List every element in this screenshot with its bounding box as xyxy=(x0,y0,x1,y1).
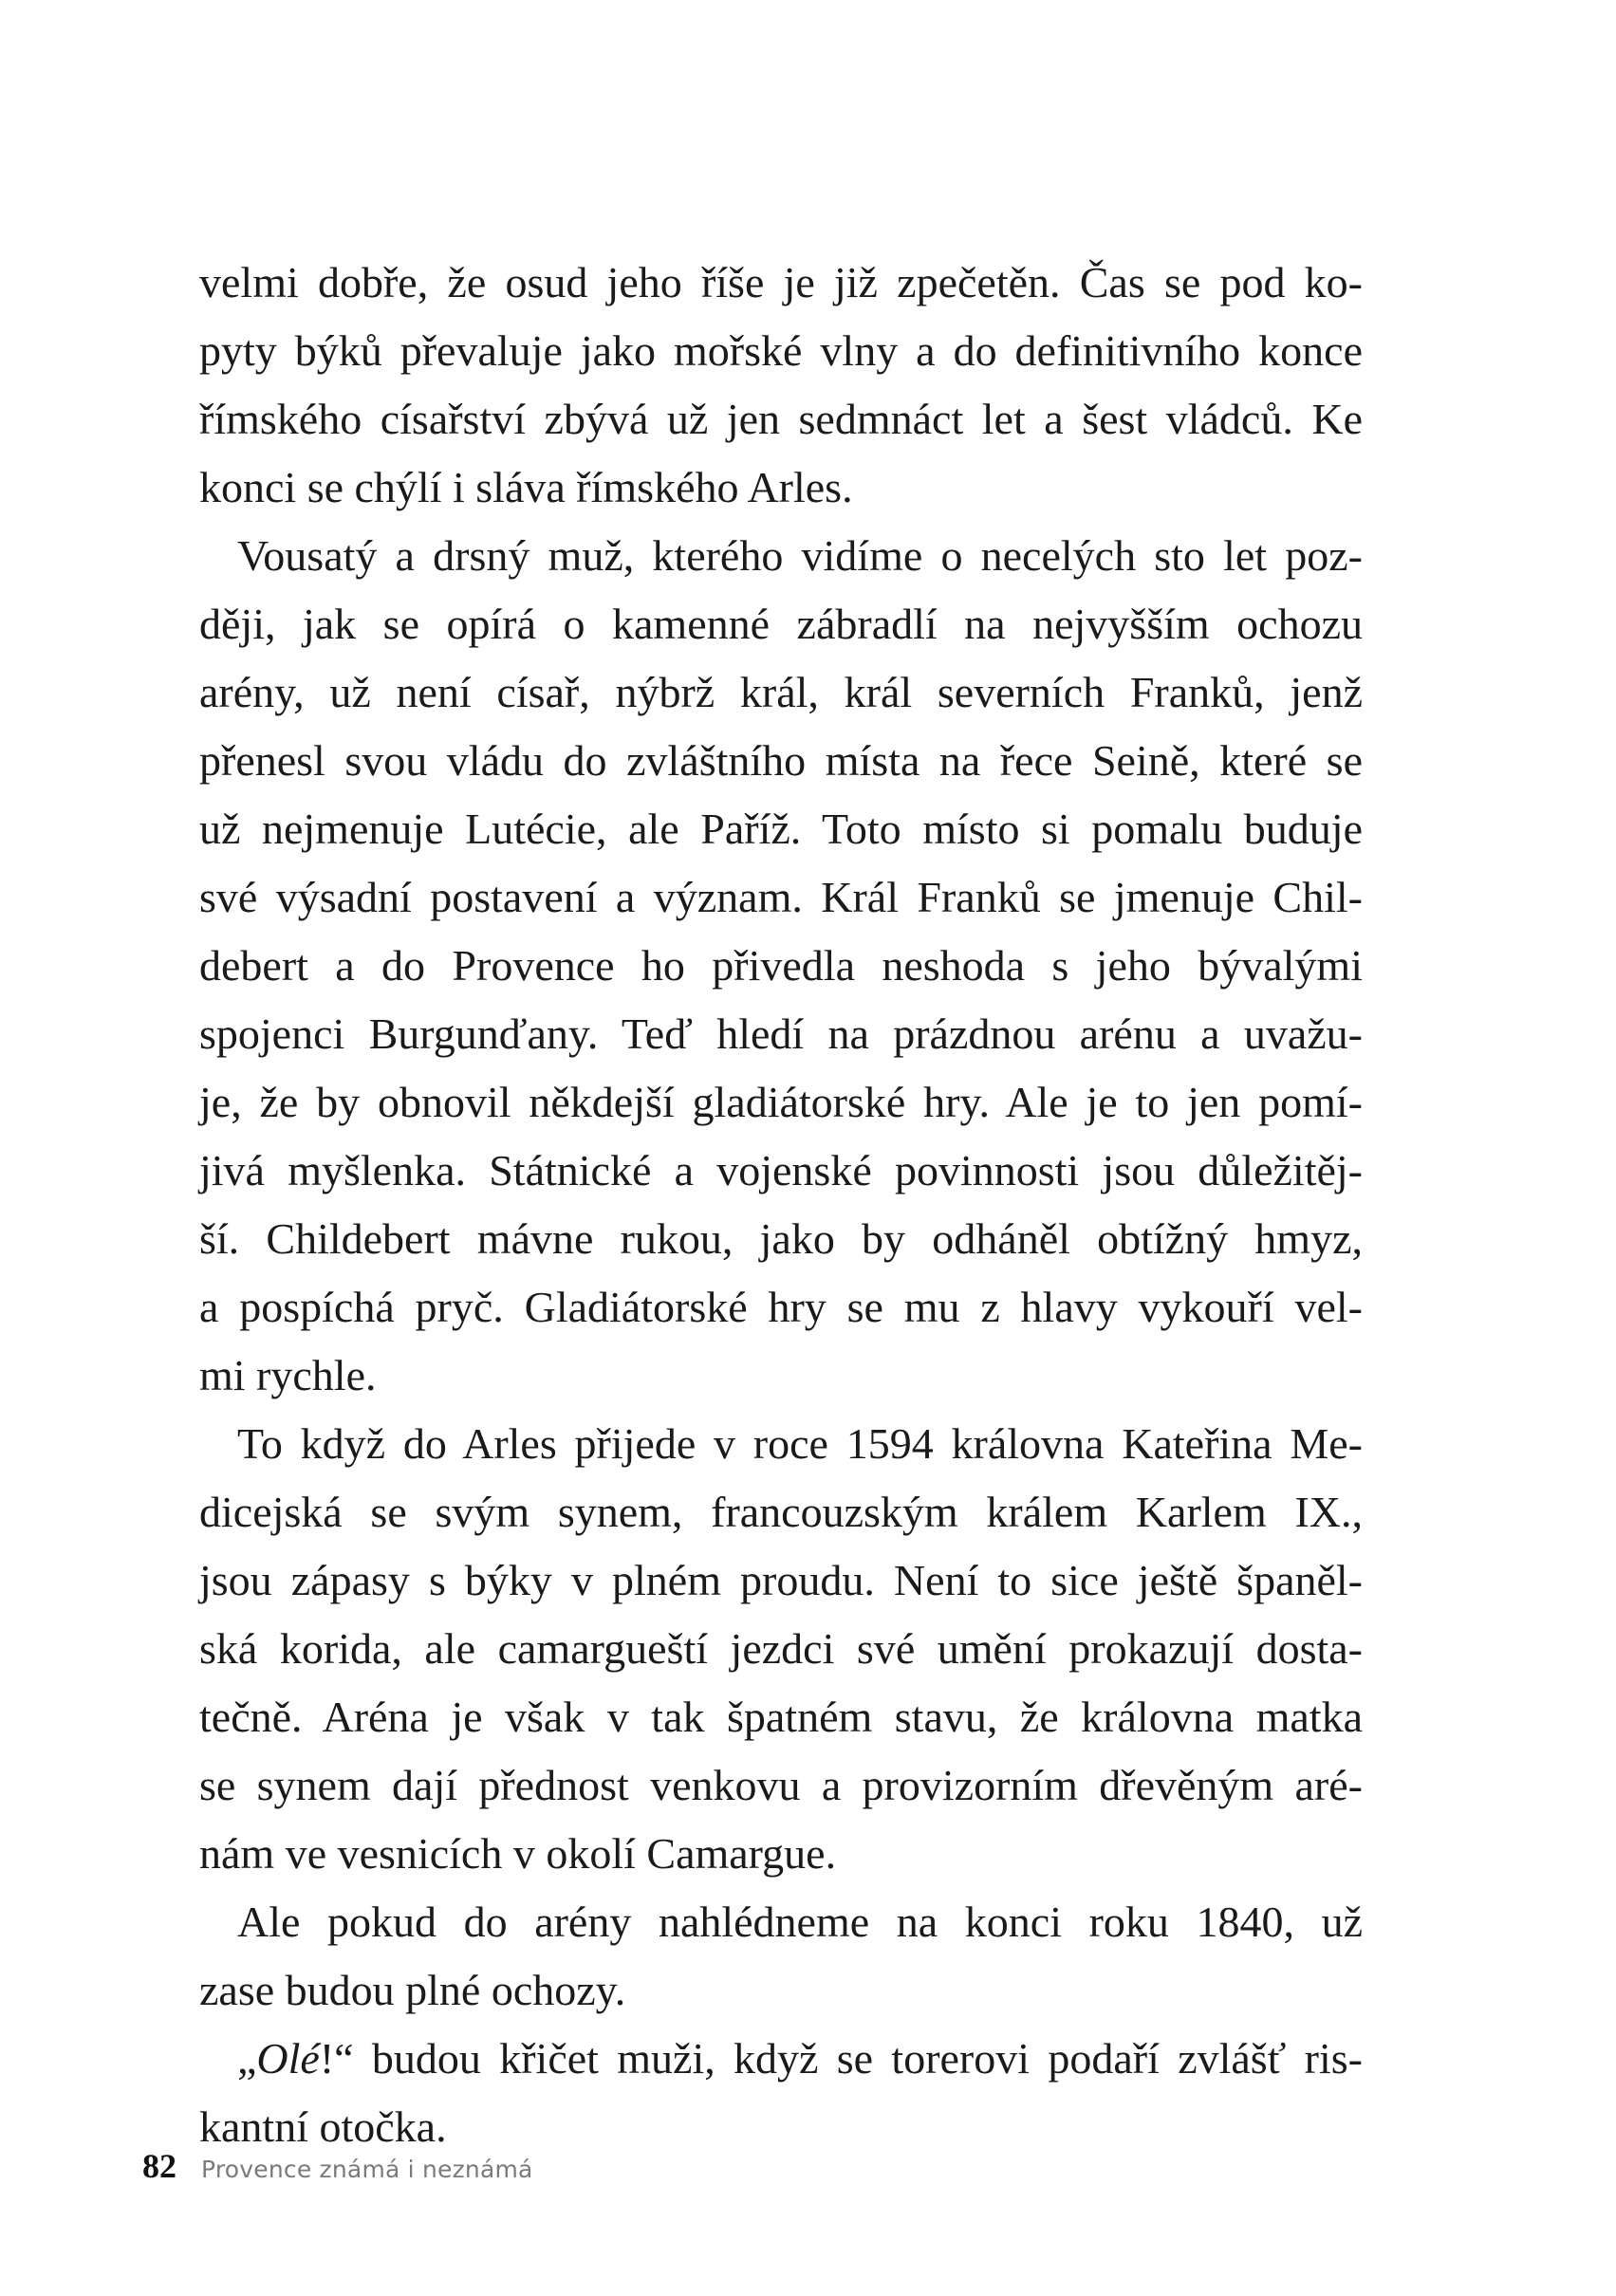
body-text xyxy=(199,249,1363,2161)
text-line: jsou zápasy s býky v plném proudu. Není to sice ještě španěl- xyxy=(199,1556,1363,1604)
page-number: 82 xyxy=(142,2147,176,2185)
paragraph-5 xyxy=(199,2025,1363,2161)
text-line: konci se chýlí i sláva římského Arles. xyxy=(199,463,853,511)
text-line: římského císařství zbývá už jen sedmnáct let a šest vládců. Ke xyxy=(199,395,1363,443)
text-line: se synem dají přednost venkovu a provizorním dřevěným aré- xyxy=(199,1761,1363,1809)
text-line: zase budou plné ochozy. xyxy=(199,1966,626,2014)
line-rest: !“ budou křičet muži, když se torerovi podaří zvlášť ris- xyxy=(319,2034,1363,2083)
page-footer xyxy=(142,2146,533,2184)
text-line: ská korida, ale camargueští jezdci své umění prokazují dosta- xyxy=(199,1624,1363,1673)
paragraph-2 xyxy=(199,522,1363,1410)
text-line: Ale pokud do arény nahlédneme na konci roku 1840, už xyxy=(237,1898,1363,1946)
text-line: už nejmenuje Lutécie, ale Paříž. Toto místo si pomalu buduje xyxy=(199,805,1363,853)
italic-ole: Olé xyxy=(256,2034,320,2083)
text-line: ději, jak se opírá o kamenné zábradlí na nejvyšším ochozu xyxy=(199,600,1363,648)
text-line: a pospíchá pryč. Gladiátorské hry se mu z hlavy vykouří vel- xyxy=(199,1283,1363,1331)
text-line: je, že by obnovil někdejší gladiátorské hry. Ale je to jen pomí- xyxy=(199,1078,1363,1126)
text-line xyxy=(199,2025,1363,2093)
paragraph-1 xyxy=(199,249,1363,522)
open-quote: „ xyxy=(237,2034,257,2083)
text-line: dicejská se svým synem, francouzským králem Karlem IX., xyxy=(199,1488,1363,1536)
text-line: pyty býků převaluje jako mořské vlny a do definitivního konce xyxy=(199,326,1363,375)
text-line: jivá myšlenka. Státnické a vojenské povinnosti jsou důležitěj- xyxy=(199,1146,1363,1194)
paragraph-3 xyxy=(199,1410,1363,1888)
text-line: debert a do Provence ho přivedla neshoda s jeho bývalými xyxy=(199,941,1363,990)
text-line: Vousatý a drsný muž, kterého vidíme o necelých sto let poz- xyxy=(237,531,1363,580)
text-line: nám ve vesnicích v okolí Camargue. xyxy=(199,1829,837,1878)
text-line: přenesl svou vládu do zvláštního místa na řece Seině, které se xyxy=(199,736,1363,785)
text-line: To když do Arles přijede v roce 1594 královna Kateřina Me- xyxy=(237,1419,1363,1468)
text-line: spojenci Burgunďany. Teď hledí na prázdnou arénu a uvažu- xyxy=(199,1009,1363,1058)
text-line: ší. Childebert mávne rukou, jako by odháněl obtížný hmyz, xyxy=(199,1214,1363,1263)
text-line: tečně. Aréna je však v tak špatném stavu, že královna matka xyxy=(199,1693,1363,1741)
paragraph-4 xyxy=(199,1888,1363,2025)
text-line: mi rychle. xyxy=(199,1351,377,1399)
text-line: velmi dobře, že osud jeho říše je již zpečetěn. Čas se pod ko- xyxy=(199,258,1363,306)
text-line: kantní otočka. xyxy=(199,2102,447,2151)
text-line: své výsadní postavení a význam. Král Franků se jmenuje Chil- xyxy=(199,873,1363,921)
running-title: Provence známá i neznámá xyxy=(201,2156,533,2183)
text-line: arény, už není císař, nýbrž král, král severních Franků, jenž xyxy=(199,668,1363,716)
